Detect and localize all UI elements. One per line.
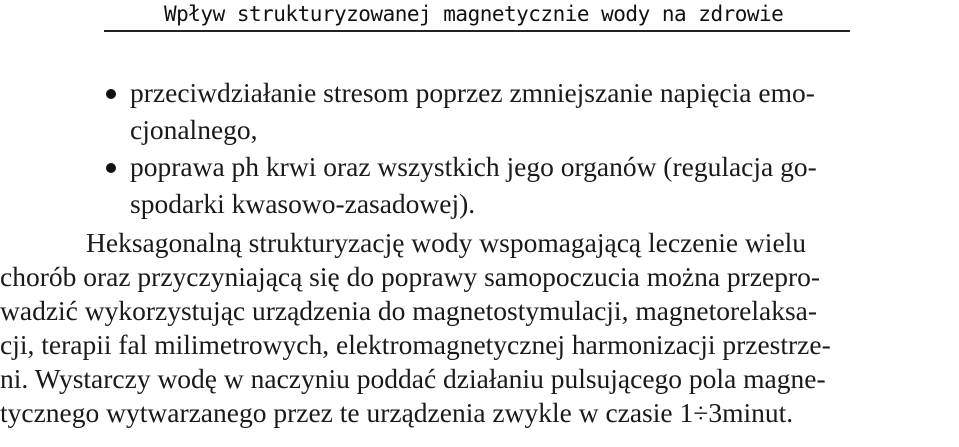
- list-item: [0, 74, 959, 148]
- bullet-line: poprawa ph krwi oraz wszystkich jego organów (regulacja go-: [130, 151, 817, 182]
- paragraph-line: Heksagonalną strukturyzację wody wspomagającą leczenie wielu: [86, 227, 807, 258]
- list-item: [0, 148, 959, 222]
- body-paragraph: [0, 226, 959, 430]
- paragraph-line: ni. Wystarczy wodę w naczyniu poddać działaniu pulsującego pola magne-: [0, 363, 826, 394]
- paragraph-line: chorób oraz przyczyniającą się do poprawy samopoczucia można przepro-: [0, 261, 821, 292]
- bullet-line: cjonalnego,: [130, 114, 258, 145]
- header-title: Wpływ strukturyzowanej magnetycznie wody na zdrowie: [164, 2, 784, 26]
- page-header: [104, 0, 850, 32]
- bullet-line: spodarki kwasowo-zasadowej).: [130, 188, 476, 219]
- paragraph-line: wadzić wykorzystując urządzenia do magnetostymulacji, magnetorelaksa-: [0, 295, 818, 326]
- paragraph-line: tycznego wytwarzanego przez te urządzenia zwykle w czasie 1÷3minut.: [0, 397, 794, 428]
- bullet-line: przeciwdziałanie stresom poprzez zmniejszanie napięcia emo-: [130, 77, 815, 108]
- bullet-icon: [106, 89, 116, 99]
- paragraph-line: cji, terapii fal milimetrowych, elektromagnetycznej harmonizacji przestrze-: [0, 329, 831, 360]
- bullet-list: [0, 74, 959, 222]
- bullet-icon: [106, 163, 116, 173]
